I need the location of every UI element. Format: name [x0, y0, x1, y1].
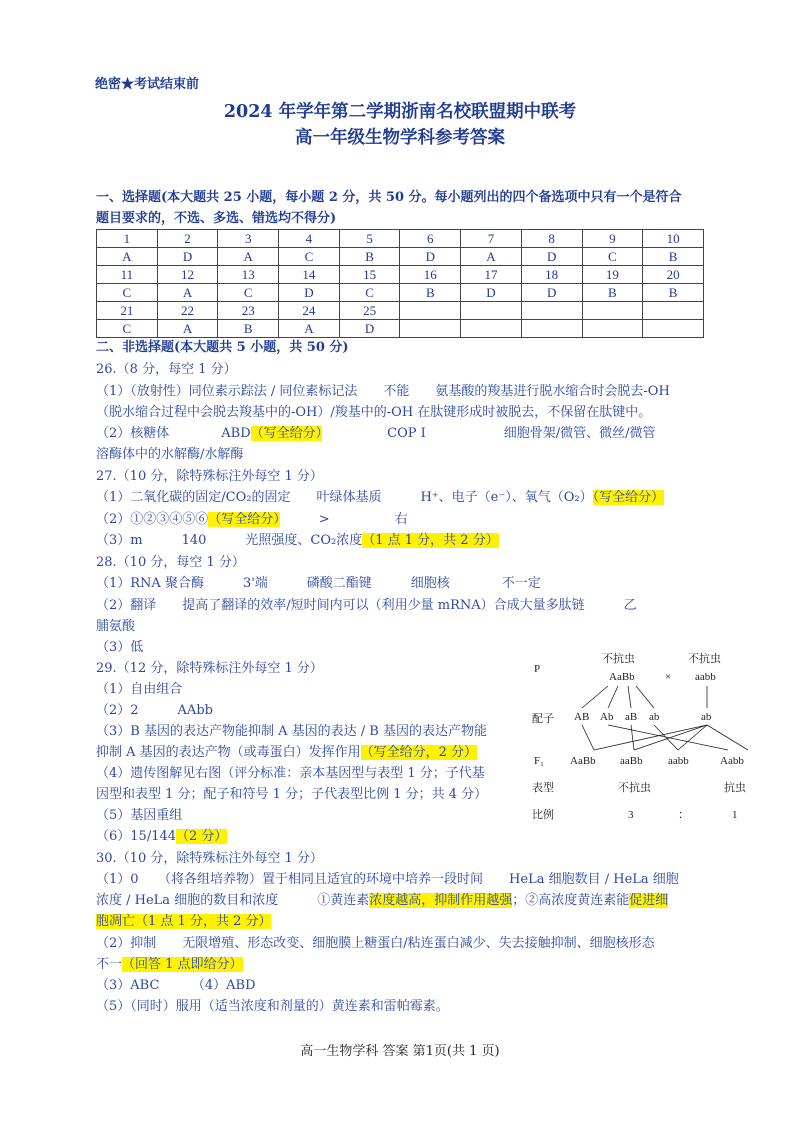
ratio-value-b: 1	[732, 809, 738, 821]
highlight-note: 胞凋亡（1 点 1 分，共 2 分）	[96, 914, 272, 929]
answer-table-cell: 23	[218, 302, 279, 320]
q30-line5	[96, 953, 243, 972]
answer-table-cell	[461, 320, 522, 338]
answer-table-row	[97, 248, 704, 266]
q29-line5: （4）遗传图解见右图（评分标准：亲本基因型与表型 1 分；子代基	[96, 766, 485, 781]
gamete-3: aB	[625, 711, 638, 723]
highlight-note: （回答 1 点即给分）	[122, 957, 243, 972]
answer-table-cell: 3	[218, 230, 279, 248]
offspring-4: Aabb	[720, 755, 744, 767]
q27-head: 27.（10 分，除特殊标注外每空 1 分）	[96, 469, 323, 484]
branch-line	[594, 725, 707, 750]
branch-line	[582, 686, 608, 708]
q27-line2	[96, 508, 408, 527]
q29-line3: （3）B 基因的表达产物能抑制 A 基因的表达 / B 基因的表达产物能	[96, 724, 487, 739]
answer-table-cell: C	[582, 248, 643, 266]
answer-table-cell: C	[97, 284, 158, 302]
answer-table-cell: 16	[400, 266, 461, 284]
answer-table-cell	[461, 302, 522, 320]
q27-line3	[96, 529, 499, 548]
branch-line	[654, 725, 678, 750]
q29-line8	[96, 825, 227, 844]
q26-line1: （1）（放射性）同位素示踪法 / 同位素标记法 不能 氨基酸的羧基进行脱水缩合时会脱去-OH	[96, 384, 670, 399]
section1-heading-line1: 一、选择题(本大题共 25 小题，每小题 2 分，共 50 分。每小题列出的四个备选项中只有一个是符合	[96, 190, 682, 205]
answer-table-cell: 15	[339, 266, 400, 284]
answer-table-cell: 8	[521, 230, 582, 248]
answer-table-cell: 12	[157, 266, 218, 284]
answer-table-cell: D	[279, 284, 340, 302]
answer-table-cell: 14	[279, 266, 340, 284]
q29-line6: 因型和表型 1 分；配子和符号 1 分；子代表型比例 1 分；共 4 分）	[96, 787, 488, 802]
highlight-note: （写全给分）	[208, 512, 280, 527]
p-label: P	[534, 663, 541, 675]
answer-table-cell	[582, 320, 643, 338]
q30-line2-text: 浓度 / HeLa 细胞的数目和浓度 ①黄连素	[96, 893, 370, 908]
q29-line8-text: （6）15/144	[96, 829, 177, 844]
answer-table-cell: 13	[218, 266, 279, 284]
gamete-label: 配子	[532, 713, 554, 725]
answer-table-cell: 6	[400, 230, 461, 248]
answer-table-cell: 24	[279, 302, 340, 320]
answer-table-cell	[400, 320, 461, 338]
answer-table-cell: 5	[339, 230, 400, 248]
q27-line1	[96, 486, 664, 505]
q28-line1: （1）RNA 聚合酶 3'端 磷酸二酯键 细胞核 不一定	[96, 576, 541, 591]
branch-line	[628, 686, 631, 708]
answer-table-cell: 18	[521, 266, 582, 284]
highlight-note: （写全给分）	[250, 426, 323, 441]
q27-line2-text: （2）①②③④⑤⑥	[96, 512, 209, 527]
section1-heading-line2: 题目要求的，不选、多选、错选均不得分)	[96, 211, 337, 226]
parent2-phenotype: 不抗虫	[688, 653, 721, 665]
answer-table-cell: B	[643, 248, 704, 266]
answer-table-cell: 10	[643, 230, 704, 248]
ratio-label: 比例	[532, 809, 554, 821]
genetic-cross-diagram	[530, 650, 780, 830]
branch-line	[636, 686, 654, 708]
q26-line4: 溶酶体中的水解酶/水解酶	[96, 447, 244, 462]
highlight-note: （写全给分，2 分）	[360, 745, 478, 760]
answer-table-cell: B	[339, 248, 400, 266]
q29-line7: （5）基因重组	[96, 808, 183, 823]
answer-table-cell: 7	[461, 230, 522, 248]
q28-line3: 脯氨酸	[96, 619, 136, 634]
parent2-genotype: aabb	[695, 671, 716, 683]
answer-table-cell: A	[157, 284, 218, 302]
answer-table-cell: A	[97, 248, 158, 266]
section2-heading: 二、非选择题(本大题共 5 小题，共 50 分)	[96, 340, 349, 355]
gamete-2: Ab	[600, 711, 614, 723]
answer-table-cell: D	[157, 248, 218, 266]
answer-table-row	[97, 230, 704, 248]
answer-table-cell: B	[400, 284, 461, 302]
page-footer: 高一生物学科 答案 第1页(共 1 页)	[300, 1044, 500, 1059]
q26-line3-rest: COP I 细胞骨架/微管、微丝/微管	[322, 426, 656, 441]
answer-table-cell: D	[521, 248, 582, 266]
answer-table-cell: 19	[582, 266, 643, 284]
branch-line	[631, 725, 634, 750]
answer-table-cell: 20	[643, 266, 704, 284]
answer-table-cell	[643, 320, 704, 338]
highlight-note: 浓度越高，抑制作用越强	[369, 893, 513, 908]
highlight-note: （1 点 1 分，共 2 分）	[362, 533, 499, 548]
branch-line	[678, 725, 707, 750]
answer-table-cell: 4	[279, 230, 340, 248]
branch-line	[707, 725, 748, 750]
answer-table-row	[97, 284, 704, 302]
q30-head: 30.（10 分，除特殊标注外每空 1 分）	[96, 851, 323, 866]
offspring-2: aaBb	[620, 755, 643, 767]
q29-line1: （1）自由组合	[96, 682, 183, 697]
q29-line4	[96, 741, 477, 760]
branch-line	[634, 725, 707, 750]
ratio-separator: ：	[678, 809, 689, 821]
answer-table-row	[97, 302, 704, 320]
q28-head: 28.（10 分，每空 1 分）	[96, 555, 245, 570]
parent1-phenotype: 不抗虫	[602, 653, 635, 665]
q27-line1-text: （1）二氧化碳的固定/CO₂的固定 叶绿体基质 H⁺、电子（e⁻）、氧气（O₂）	[96, 490, 593, 505]
answer-table-row	[97, 266, 704, 284]
offspring-3: aabb	[668, 755, 689, 767]
answer-table-cell: B	[643, 284, 704, 302]
q30-line7: （5）（同时）服用（适当浓度和剂量的）黄连素和雷帕霉素。	[96, 999, 449, 1014]
answer-table-cell: A	[279, 320, 340, 338]
branch-line	[608, 686, 618, 708]
answer-table-cell: A	[461, 248, 522, 266]
q30-line2	[96, 889, 668, 908]
answer-table-cell: C	[218, 284, 279, 302]
q26-line2: （脱水缩合过程中会脱去羧基中的-OH）/羧基中的-OH 在肽键形成时被脱去，不保留在肽键中。	[96, 405, 652, 420]
answer-table-cell: B	[582, 284, 643, 302]
answer-table-cell: 9	[582, 230, 643, 248]
answer-table-cell: 2	[157, 230, 218, 248]
gamete-1: AB	[574, 711, 590, 723]
phenotype-resistant: 抗虫	[724, 782, 746, 794]
phenotype-nonresistant: 不抗虫	[618, 782, 651, 794]
branch-line	[608, 725, 728, 750]
q30-line3	[96, 910, 271, 929]
q30-line4: （2）抑制 无限增殖、形态改变、细胞膜上糖蛋白/粘连蛋白减少、失去接触抑制、细胞核形态	[96, 936, 655, 951]
answer-table-cell	[521, 302, 582, 320]
gamete-parent2: ab	[701, 711, 712, 723]
exam-title: 2024 年学年第二学期浙南名校联盟期中联考	[223, 102, 577, 122]
answer-table-cell	[582, 302, 643, 320]
highlight-note: （2 分）	[176, 829, 228, 844]
answer-table-cell: 21	[97, 302, 158, 320]
answer-table-cell: C	[97, 320, 158, 338]
gamete-4: ab	[649, 711, 660, 723]
q30-line1: （1）0 （将各组培养物）置于相同且适宜的环境中培养一段时间 HeLa 细胞数目 / HeLa 细胞	[96, 872, 679, 887]
q27-line3-text: （3）m 140 光照强度、CO₂浓度	[96, 533, 363, 548]
answer-table-cell: D	[461, 284, 522, 302]
answer-table-cell: 17	[461, 266, 522, 284]
answer-table-cell: D	[400, 248, 461, 266]
branch-line	[582, 725, 594, 750]
q29-line4-text: 抑制 A 基因的表达产物（或毒蛋白）发挥作用	[96, 745, 361, 760]
q30-line5-text: 不一	[96, 957, 123, 972]
q30-line2-mid: ；②高浓度黄连素能	[512, 893, 630, 908]
answer-table	[96, 229, 704, 338]
q28-line4: （3）低	[96, 640, 144, 655]
answer-table-cell	[643, 302, 704, 320]
q26-line3	[96, 422, 656, 441]
q27-line2-rest: > 右	[279, 512, 408, 527]
answer-table-row	[97, 320, 704, 338]
cross-symbol: ×	[665, 671, 672, 683]
parent1-genotype: AaBb	[609, 671, 635, 683]
answer-table-cell: A	[218, 248, 279, 266]
answer-table-cell: B	[218, 320, 279, 338]
q26-line3-text: （2）核糖体 ABD	[96, 426, 251, 441]
q28-line2: （2）翻译 提高了翻译的效率/短时间内可以（利用少量 mRNA）合成大量多肽链 乙	[96, 598, 637, 613]
answer-table-cell: D	[521, 284, 582, 302]
offspring-1: AaBb	[570, 755, 596, 767]
q26-head: 26.（8 分，每空 1 分）	[96, 362, 237, 377]
phenotype-label: 表型	[532, 782, 554, 794]
q29-head: 29.（12 分，除特殊标注外每空 1 分）	[96, 661, 323, 676]
highlight-note: （写全给分）	[592, 490, 665, 505]
answer-table-cell: D	[339, 320, 400, 338]
ratio-value-a: 3	[628, 809, 634, 821]
q30-line6: （3）ABC （4）ABD	[96, 978, 256, 993]
answer-table-cell: A	[157, 320, 218, 338]
exam-subtitle: 高一年级生物学科参考答案	[295, 128, 505, 148]
answer-table-cell	[521, 320, 582, 338]
answer-table-cell: 1	[97, 230, 158, 248]
answer-table-cell: 25	[339, 302, 400, 320]
confidential-mark: 绝密★考试结束前	[95, 77, 200, 92]
q29-line2: （2）2 AAbb	[96, 703, 213, 718]
answer-table-cell	[400, 302, 461, 320]
answer-table-cell: C	[339, 284, 400, 302]
answer-table-cell: 11	[97, 266, 158, 284]
highlight-note: 促进细	[629, 893, 669, 908]
answer-table-cell: 22	[157, 302, 218, 320]
answer-table-cell: C	[279, 248, 340, 266]
f1-label: F₁	[534, 755, 544, 767]
